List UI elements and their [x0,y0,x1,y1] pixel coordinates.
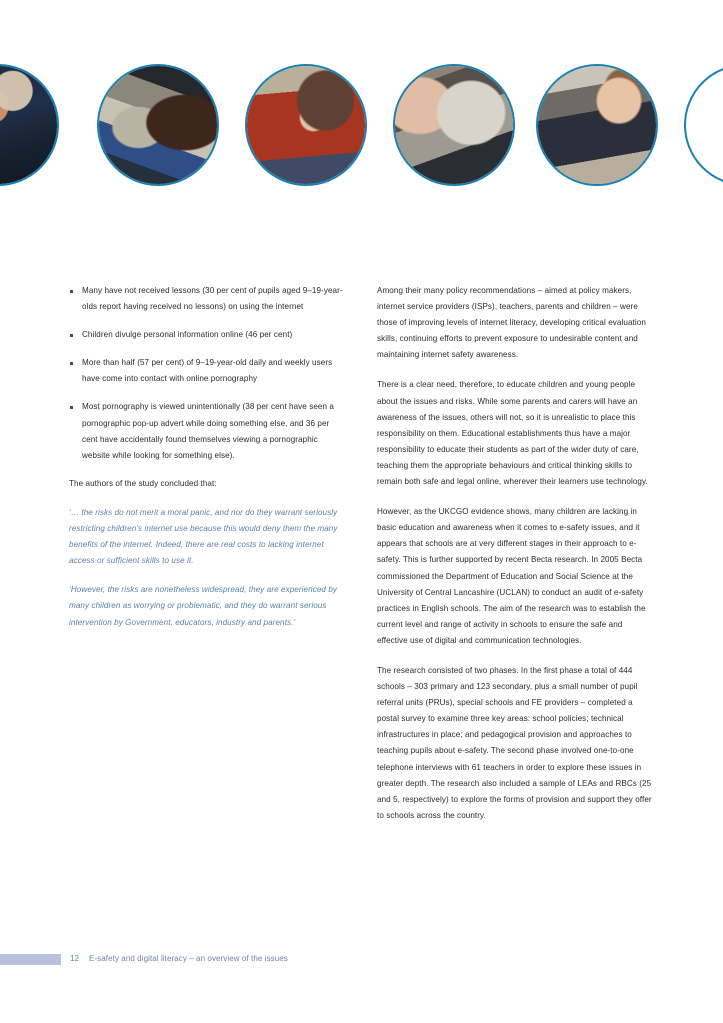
pull-quote-first: ‘… the risks do not merit a moral panic, and nor do they warrant seriously restricting children’s internet use because this would deny them the many benefits of the internet. Indeed, there are real costs to lacking internet access or sufficient skills to use it. [69,507,338,566]
findings-bullet-list [69,283,346,464]
footer-document-title: E-safety and digital literacy – an overview of the issues [89,954,288,963]
paragraph-clear-need: There is a clear need, therefore, to educate children and young people about the issues and risks. While some parents and carers will have an awareness of the issues, others will not, so it is unrealistic to place this responsibility on them. Educational establishments thus have a major responsibility to educate their students as part of the wider duty of care, teaching them the appropriate behaviours and critical thinking skills to remain both safe and legal online, wherever their learners use technology. [377,380,648,487]
quote-lead-in: The authors of the study concluded that: [69,478,217,488]
list-item: Children divulge personal information online (46 per cent) [69,327,346,343]
list-item: More than half (57 per cent) of 9–19-year-old daily and weekly users have come into contact with online pornography [69,355,346,387]
photo-empty-circle-outline [684,64,723,186]
photo-image [393,64,515,186]
photo-boy-drawing-on-tablet [393,64,515,186]
footer-page-number: 12 [70,954,79,963]
photo-image [97,64,219,186]
photo-schoolgirl-with-mobile-phone [536,64,658,186]
photo-image [0,64,59,186]
photo-girl-typing-on-laptop [97,64,219,186]
photo-image [684,64,723,186]
paragraph-policy-recommendations: Among their many policy recommendations – aimed at policy makers, internet service providers (ISPs), teachers, parents and children – were those of improving levels of internet literacy, developing critical evaluation skills, continuing efforts to prevent exposure to undesirable content and maintaining internet safety awareness. [377,286,646,360]
photo-image [536,64,658,186]
footer-accent-bar [0,954,61,965]
photo-image [245,64,367,186]
photo-girl-in-red-top-writing [245,64,367,186]
list-item: Many have not received lessons (30 per cent of pupils aged 9–19-year-olds report having received no lessons) on using the internet [69,283,346,315]
paragraph-research-phases: The research consisted of two phases. In the first phase a total of 444 schools – 303 primary and 123 secondary, plus a small number of pupil referral units (PRUs), special schools and FE providers – completed a postal survey to examine three key areas: school policies; technical infrastructures in place; and pedagogical provision and approaches to teaching pupils about e-safety. The second phase involved one-to-one telephone interviews with 61 teachers in order to explore these issues in greater depth. The research also included a sample of LEAs and RBCs (25 and 5, respectively) to explore the forms of provision and support they offer to schools across the country. [377,665,652,820]
list-item: Most pornography is viewed unintentionally (38 per cent have seen a pornographic pop-up advert while doing something else, and 36 per cent have accidentally found themselves viewing a pornographic website while looking for something else). [69,399,346,463]
paragraph-ukcgo-evidence: However, as the UKCGO evidence shows, many children are lacking in basic education and awareness when it comes to e-safety issues, and it appears that schools are at very different stages in their approach to e-safety. This is further supported by recent Becta research. In 2005 Becta commissioned the Department of Education and Social Science at the University of Central Lancashire (UCLAN) to conduct an audit of e-safety practices in English schools. The aim of the research was to establish the current level and range of activity in schools to ensure the safe and effective use of digital and communication technologies. [377,507,646,645]
photo-two-men-with-handheld-device [0,64,59,186]
right-column [377,283,654,838]
page-footer [0,952,723,970]
header-photo-strip [0,60,723,200]
left-column [69,283,346,644]
pull-quote-second: ‘However, the risks are nonetheless widespread, they are experienced by many children as worrying or problematic, and they do warrant serious intervention by Government, educators, industry and parents.’ [69,585,338,627]
